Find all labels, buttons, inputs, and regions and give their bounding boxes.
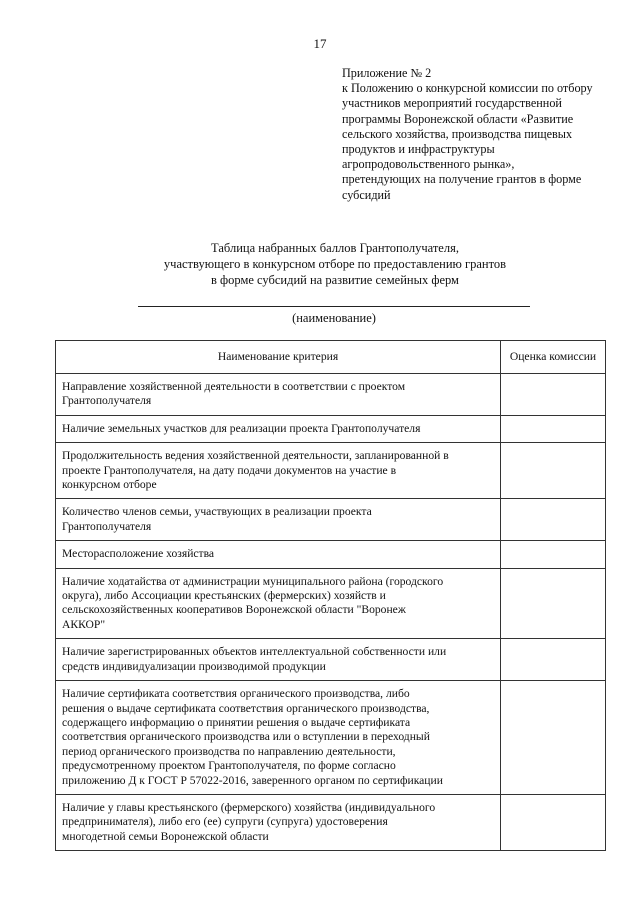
score-cell[interactable] (501, 541, 606, 568)
criterion-cell (56, 415, 501, 442)
criterion-text: округа), либо Ассоциации крестьянских (фермерских) хозяйств и (62, 589, 386, 603)
criterion-text: содержащего информацию о принятии решения о выдаче сертификата (62, 715, 411, 729)
score-cell[interactable] (501, 415, 606, 442)
header-criterion: Наименование критерия (56, 341, 501, 374)
criterion-text: Направление хозяйственной деятельности в соответствии с проектом (62, 380, 406, 393)
criterion-text: Грантополучателя (62, 394, 152, 408)
criterion-cell (56, 794, 501, 850)
table-row (56, 639, 606, 681)
appendix-header (342, 66, 622, 203)
criterion-text: Наличие земельных участков для реализации проекта Грантополучателя (62, 421, 421, 435)
title-line: участвующего в конкурсном отборе по предоставлению грантов (163, 257, 507, 271)
criterion-text: Количество членов семьи, участвующих в реализации проекта (62, 505, 372, 519)
criterion-text: Наличие сертификата соответствия органического производства, либо (62, 687, 410, 701)
criterion-text: многодетной семьи Воронежской области (62, 829, 269, 843)
criterion-text: Грантополучателя (62, 519, 152, 533)
criterion-text: соответствия органического производства или о вступлении в переходный (62, 730, 430, 744)
table-row (56, 541, 606, 568)
appendix-line: программы Воронежской области «Развитие (342, 111, 574, 126)
criterion-text: проекте Грантополучателя, на дату подачи документов на участие в (62, 463, 397, 477)
criterion-text: решения о выдаче сертификата соответствия органического производства, (62, 701, 430, 715)
appendix-line: к Положению о конкурсной комиссии по отбору (342, 81, 593, 96)
criterion-cell (56, 639, 501, 681)
appendix-line: участников мероприятий государственной (342, 96, 562, 111)
score-cell[interactable] (501, 639, 606, 681)
criterion-text: предпринимателя), либо его (ее) супруги (супруга) удостоверения (62, 815, 388, 829)
criterion-text: Месторасположение хозяйства (62, 547, 215, 561)
document-title (120, 240, 550, 288)
criterion-text: сельскохозяйственных кооперативов Воронежской области "Воронеж (62, 603, 406, 617)
table-row (56, 681, 606, 795)
header-score: Оценка комиссии (501, 341, 606, 374)
score-cell[interactable] (501, 374, 606, 416)
table-row (56, 374, 606, 416)
criterion-text: АККОР" (62, 617, 106, 631)
score-cell[interactable] (501, 443, 606, 499)
appendix-line: претендующих на получение грантов в форме (342, 172, 582, 187)
score-cell[interactable] (501, 499, 606, 541)
appendix-line: Приложение № 2 (342, 66, 432, 80)
appendix-line: сельского хозяйства, производства пищевых (342, 126, 573, 141)
score-cell[interactable] (501, 568, 606, 639)
appendix-line: субсидий (342, 187, 391, 202)
criterion-text: средств индивидуализации производимой продукции (62, 659, 326, 673)
appendix-line: продуктов и инфраструктуры (342, 142, 495, 157)
criteria-table (55, 340, 606, 851)
table-row (56, 568, 606, 639)
criterion-cell (56, 443, 501, 499)
criterion-cell (56, 374, 501, 416)
table-header-row (56, 341, 606, 374)
table-row (56, 443, 606, 499)
criterion-text: Наличие ходатайства от администрации муниципального района (городского (62, 574, 444, 588)
criterion-text: Наличие зарегистрированных объектов интеллектуальной собственности или (62, 645, 447, 659)
appendix-line: агропродовольственного рынка», (342, 157, 515, 172)
criterion-cell (56, 499, 501, 541)
page-number: 17 (313, 36, 327, 51)
criterion-text: конкурсном отборе (62, 478, 157, 492)
score-cell[interactable] (501, 794, 606, 850)
criterion-text: предусмотренному проектом Грантополучателя, по форме согласно (62, 759, 396, 773)
title-line: в форме субсидий на развитие семейных ферм (211, 273, 459, 287)
table-row (56, 794, 606, 850)
score-cell[interactable] (501, 681, 606, 795)
criterion-cell (56, 568, 501, 639)
criterion-text: Наличие у главы крестьянского (фермерского) хозяйства (индивидуального (62, 800, 436, 814)
criterion-text: приложению Д к ГОСТ Р 57022-2016, заверенного органом по сертификации (62, 773, 443, 787)
title-line: Таблица набранных баллов Грантополучателя, (211, 241, 459, 255)
criterion-cell (56, 541, 501, 568)
criterion-text: Продолжительность ведения хозяйственной деятельности, запланированной в (62, 449, 449, 463)
criterion-cell (56, 681, 501, 795)
table-row (56, 499, 606, 541)
criterion-text: период органического производства по направлению деятельности, (62, 744, 396, 758)
table-row (56, 415, 606, 442)
name-caption: (наименование) (292, 311, 376, 325)
name-fill-line (138, 306, 530, 307)
